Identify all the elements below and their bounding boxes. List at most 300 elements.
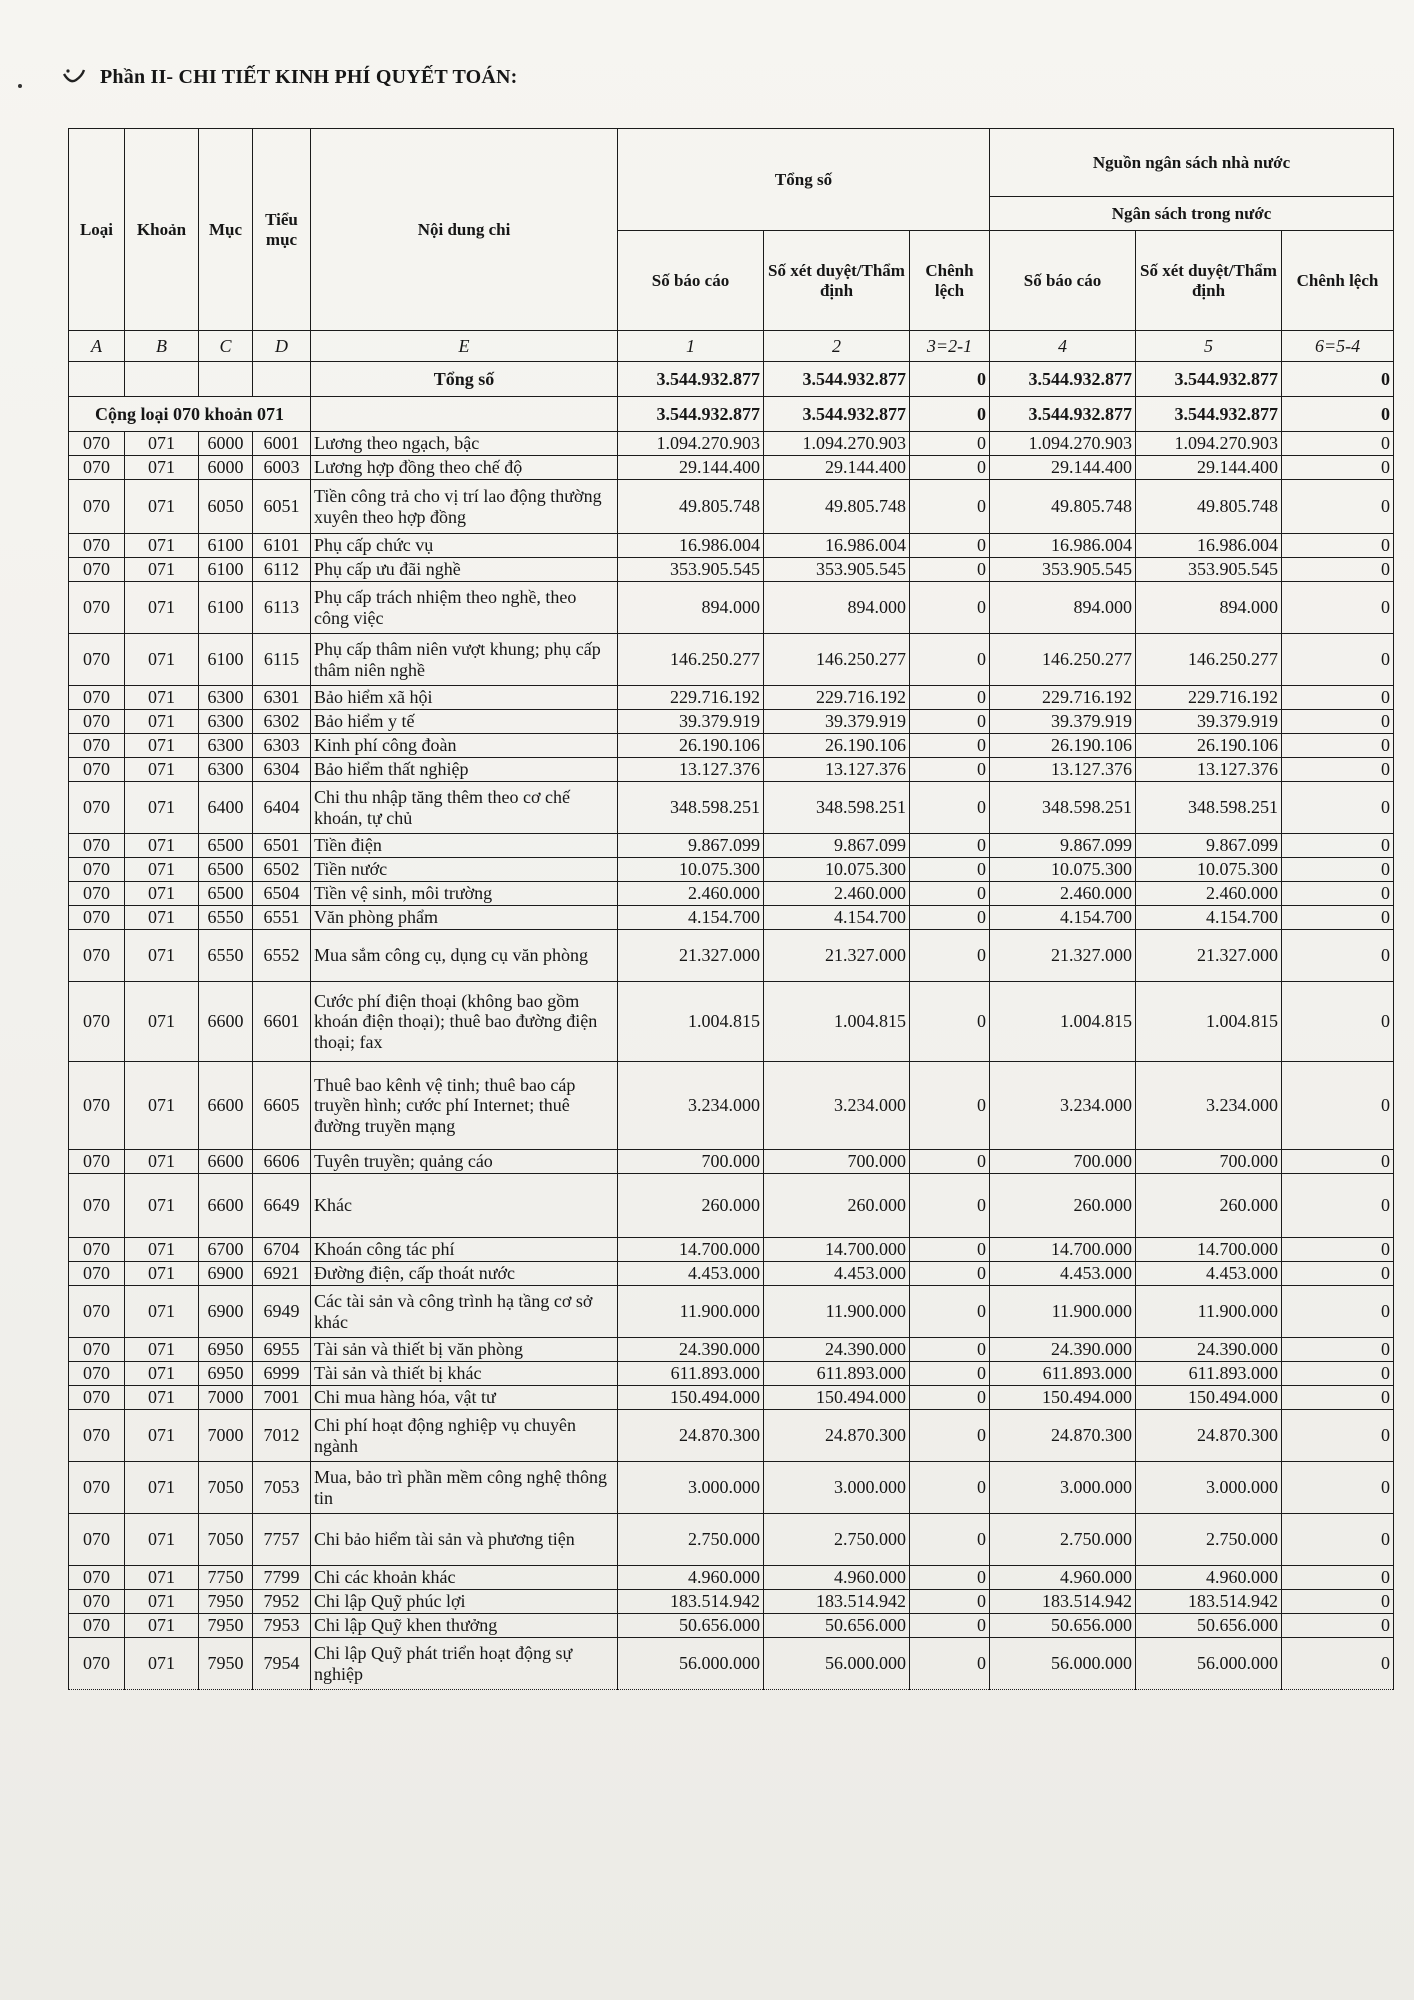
cell-so-bao-cao: 13.127.376 <box>618 758 764 782</box>
cell-so-bao-cao: 3.000.000 <box>990 1462 1136 1514</box>
cell-so-xet-duyet: 894.000 <box>1136 582 1282 634</box>
table-row <box>69 1566 1394 1590</box>
header-tieu-muc: Tiểu mục <box>253 129 311 331</box>
cell-so-bao-cao: 150.494.000 <box>990 1386 1136 1410</box>
table-row <box>69 456 1394 480</box>
cell-so-bao-cao: 39.379.919 <box>990 710 1136 734</box>
cell-chenh-lech: 0 <box>1282 558 1394 582</box>
cell-muc: 7050 <box>199 1514 253 1566</box>
cell-chenh-lech: 0 <box>1282 1410 1394 1462</box>
table-row <box>69 1238 1394 1262</box>
cell-so-xet-duyet: 1.094.270.903 <box>1136 432 1282 456</box>
table-row <box>69 686 1394 710</box>
cell-loai: 070 <box>69 758 125 782</box>
cell-so-bao-cao: 16.986.004 <box>990 534 1136 558</box>
cell-muc: 6550 <box>199 906 253 930</box>
cell-so-xet-duyet: 14.700.000 <box>1136 1238 1282 1262</box>
cell-muc: 6700 <box>199 1238 253 1262</box>
cell-muc: 6500 <box>199 834 253 858</box>
cell-so-bao-cao: 49.805.748 <box>618 480 764 534</box>
cell-loai: 070 <box>69 1566 125 1590</box>
cell-loai: 070 <box>69 686 125 710</box>
column-index: D <box>253 331 311 362</box>
cell-chenh-lech: 0 <box>910 432 990 456</box>
total-value: 3.544.932.877 <box>990 362 1136 397</box>
cell-so-xet-duyet: 13.127.376 <box>764 758 910 782</box>
cell-tieu-muc: 7954 <box>253 1638 311 1690</box>
cell-chenh-lech: 0 <box>1282 534 1394 558</box>
cell-noi-dung: Chi lập Quỹ khen thưởng <box>311 1614 618 1638</box>
speck-mark <box>18 84 22 88</box>
cell-chenh-lech: 0 <box>1282 906 1394 930</box>
cell-loai: 070 <box>69 534 125 558</box>
cell-tieu-muc: 6115 <box>253 634 311 686</box>
subtotal-value: 0 <box>1282 397 1394 432</box>
cell-loai: 070 <box>69 1238 125 1262</box>
cell-chenh-lech: 0 <box>1282 930 1394 982</box>
cell-chenh-lech: 0 <box>1282 634 1394 686</box>
cell-so-xet-duyet: 4.453.000 <box>764 1262 910 1286</box>
cell-khoan: 071 <box>125 710 199 734</box>
cell-muc: 6050 <box>199 480 253 534</box>
cell-tieu-muc: 6605 <box>253 1062 311 1150</box>
cell-loai: 070 <box>69 1410 125 1462</box>
cell-muc: 6100 <box>199 534 253 558</box>
cell-so-bao-cao: 4.960.000 <box>618 1566 764 1590</box>
cell-noi-dung: Đường điện, cấp thoát nước <box>311 1262 618 1286</box>
cell-so-xet-duyet: 56.000.000 <box>764 1638 910 1690</box>
subtotal-value: 3.544.932.877 <box>764 397 910 432</box>
cell-noi-dung: Tài sản và thiết bị văn phòng <box>311 1338 618 1362</box>
cell-khoan: 071 <box>125 1362 199 1386</box>
cell-so-xet-duyet: 50.656.000 <box>764 1614 910 1638</box>
cell-chenh-lech: 0 <box>1282 882 1394 906</box>
table-row <box>69 834 1394 858</box>
cell-so-xet-duyet: 260.000 <box>1136 1174 1282 1238</box>
cell-so-bao-cao: 24.870.300 <box>618 1410 764 1462</box>
cell-khoan: 071 <box>125 1462 199 1514</box>
cell-so-xet-duyet: 21.327.000 <box>1136 930 1282 982</box>
cell-so-xet-duyet: 183.514.942 <box>1136 1590 1282 1614</box>
cell-noi-dung: Tuyên truyền; quảng cáo <box>311 1150 618 1174</box>
cell-so-bao-cao: 4.453.000 <box>990 1262 1136 1286</box>
cell-noi-dung: Cước phí điện thoại (không bao gồm khoán điện thoại); thuê bao đường điện thoại; fax <box>311 982 618 1062</box>
table-row <box>69 906 1394 930</box>
cell-khoan: 071 <box>125 1062 199 1150</box>
cell-tieu-muc: 6302 <box>253 710 311 734</box>
cell-loai: 070 <box>69 480 125 534</box>
cell-loai: 070 <box>69 1462 125 1514</box>
cell-chenh-lech: 0 <box>910 1362 990 1386</box>
cell-muc: 7950 <box>199 1590 253 1614</box>
cell-noi-dung: Chi các khoản khác <box>311 1566 618 1590</box>
cell-khoan: 071 <box>125 558 199 582</box>
cell-so-xet-duyet: 56.000.000 <box>1136 1638 1282 1690</box>
header-nguon-ngan-sach: Nguồn ngân sách nhà nước <box>990 129 1394 197</box>
cell-khoan: 071 <box>125 758 199 782</box>
cell-chenh-lech: 0 <box>1282 734 1394 758</box>
cell-so-xet-duyet: 1.004.815 <box>764 982 910 1062</box>
cell-tieu-muc: 6304 <box>253 758 311 782</box>
cell-noi-dung: Phụ cấp trách nhiệm theo nghề, theo công việc <box>311 582 618 634</box>
cell-chenh-lech: 0 <box>1282 686 1394 710</box>
cell-so-xet-duyet: 183.514.942 <box>764 1590 910 1614</box>
cell-so-bao-cao: 9.867.099 <box>990 834 1136 858</box>
table-row <box>69 1062 1394 1150</box>
cell-chenh-lech: 0 <box>1282 710 1394 734</box>
table-row <box>69 882 1394 906</box>
cell-so-xet-duyet: 14.700.000 <box>764 1238 910 1262</box>
cell-so-bao-cao: 9.867.099 <box>618 834 764 858</box>
cell-loai: 070 <box>69 1386 125 1410</box>
cell-so-xet-duyet: 3.234.000 <box>764 1062 910 1150</box>
total-value: 0 <box>910 362 990 397</box>
cell-muc: 6950 <box>199 1338 253 1362</box>
cell-tieu-muc: 6704 <box>253 1238 311 1262</box>
cell-muc: 6100 <box>199 634 253 686</box>
cell-chenh-lech: 0 <box>910 1462 990 1514</box>
cell-tieu-muc: 7953 <box>253 1614 311 1638</box>
column-index: E <box>311 331 618 362</box>
cell-loai: 070 <box>69 982 125 1062</box>
cell-so-xet-duyet: 24.870.300 <box>1136 1410 1282 1462</box>
cell-so-xet-duyet: 611.893.000 <box>1136 1362 1282 1386</box>
cell-so-bao-cao: 260.000 <box>618 1174 764 1238</box>
cell-noi-dung: Lương theo ngạch, bậc <box>311 432 618 456</box>
cell-tieu-muc: 6551 <box>253 906 311 930</box>
cell-chenh-lech: 0 <box>910 456 990 480</box>
cell-chenh-lech: 0 <box>910 480 990 534</box>
cell-so-xet-duyet: 353.905.545 <box>764 558 910 582</box>
cell-so-bao-cao: 4.453.000 <box>618 1262 764 1286</box>
budget-settlement-table <box>68 128 1394 1690</box>
total-value: 3.544.932.877 <box>1136 362 1282 397</box>
cell-chenh-lech: 0 <box>910 1410 990 1462</box>
cell-noi-dung: Chi bảo hiểm tài sản và phương tiện <box>311 1514 618 1566</box>
cell-loai: 070 <box>69 1614 125 1638</box>
cell-chenh-lech: 0 <box>910 1590 990 1614</box>
header-tong-so: Tổng số <box>618 129 990 231</box>
cell-chenh-lech: 0 <box>910 930 990 982</box>
cell-khoan: 071 <box>125 1410 199 1462</box>
cell-khoan: 071 <box>125 834 199 858</box>
cell-so-xet-duyet: 26.190.106 <box>1136 734 1282 758</box>
cell-chenh-lech: 0 <box>1282 480 1394 534</box>
section-heading: Phần II- CHI TIẾT KINH PHÍ QUYẾT TOÁN: <box>100 66 518 88</box>
cell-loai: 070 <box>69 1362 125 1386</box>
cell-so-bao-cao: 229.716.192 <box>990 686 1136 710</box>
cell-loai: 070 <box>69 558 125 582</box>
table-row <box>69 1410 1394 1462</box>
cell-loai: 070 <box>69 1638 125 1690</box>
cell-loai: 070 <box>69 1262 125 1286</box>
cell-so-xet-duyet: 49.805.748 <box>764 480 910 534</box>
column-index: 4 <box>990 331 1136 362</box>
table-row <box>69 1462 1394 1514</box>
cell-so-xet-duyet: 3.234.000 <box>1136 1062 1282 1150</box>
cell-tieu-muc: 6501 <box>253 834 311 858</box>
cell-tieu-muc: 6552 <box>253 930 311 982</box>
cell-muc: 6300 <box>199 710 253 734</box>
cell-so-bao-cao: 1.004.815 <box>618 982 764 1062</box>
cell-chenh-lech: 0 <box>1282 1462 1394 1514</box>
cell-so-xet-duyet: 39.379.919 <box>1136 710 1282 734</box>
cell-so-xet-duyet: 9.867.099 <box>1136 834 1282 858</box>
cell-so-bao-cao: 353.905.545 <box>618 558 764 582</box>
column-index: C <box>199 331 253 362</box>
cell-chenh-lech: 0 <box>910 634 990 686</box>
cell-so-bao-cao: 24.390.000 <box>618 1338 764 1362</box>
table-row <box>69 782 1394 834</box>
cell-tieu-muc: 6649 <box>253 1174 311 1238</box>
cell-chenh-lech: 0 <box>1282 1614 1394 1638</box>
cell-so-xet-duyet: 50.656.000 <box>1136 1614 1282 1638</box>
cell-chenh-lech: 0 <box>1282 982 1394 1062</box>
cell-so-bao-cao: 700.000 <box>618 1150 764 1174</box>
cell-chenh-lech: 0 <box>1282 1638 1394 1690</box>
cell-muc: 6100 <box>199 582 253 634</box>
cell-tieu-muc: 7053 <box>253 1462 311 1514</box>
cell-noi-dung: Khoán công tác phí <box>311 1238 618 1262</box>
cell-khoan: 071 <box>125 782 199 834</box>
cell-so-xet-duyet: 229.716.192 <box>764 686 910 710</box>
cell-khoan: 071 <box>125 1514 199 1566</box>
cell-so-bao-cao: 11.900.000 <box>990 1286 1136 1338</box>
column-index: B <box>125 331 199 362</box>
cell-so-xet-duyet: 16.986.004 <box>1136 534 1282 558</box>
cell-so-bao-cao: 4.154.700 <box>618 906 764 930</box>
cell-chenh-lech: 0 <box>1282 782 1394 834</box>
subtotal-row <box>69 397 1394 432</box>
cell-muc: 7000 <box>199 1386 253 1410</box>
cell-chenh-lech: 0 <box>1282 1062 1394 1150</box>
cell-so-bao-cao: 611.893.000 <box>618 1362 764 1386</box>
cell-so-bao-cao: 56.000.000 <box>990 1638 1136 1690</box>
table-row <box>69 1338 1394 1362</box>
cell-khoan: 071 <box>125 480 199 534</box>
cell-so-xet-duyet: 2.460.000 <box>1136 882 1282 906</box>
cell-khoan: 071 <box>125 1386 199 1410</box>
cell-noi-dung: Chi lập Quỹ phúc lợi <box>311 1590 618 1614</box>
cell-so-bao-cao: 353.905.545 <box>990 558 1136 582</box>
cell-muc: 6300 <box>199 734 253 758</box>
cell-noi-dung: Mua, bảo trì phần mềm công nghệ thông tin <box>311 1462 618 1514</box>
cell-noi-dung: Phụ cấp ưu đãi nghề <box>311 558 618 582</box>
cell-so-bao-cao: 26.190.106 <box>990 734 1136 758</box>
subtotal-value: 3.544.932.877 <box>990 397 1136 432</box>
table-row <box>69 558 1394 582</box>
cell-noi-dung: Bảo hiểm thất nghiệp <box>311 758 618 782</box>
cell-chenh-lech: 0 <box>910 1386 990 1410</box>
cell-tieu-muc: 6051 <box>253 480 311 534</box>
cell-muc: 7050 <box>199 1462 253 1514</box>
header-chenh-lech: Chênh lệch <box>910 231 990 331</box>
cell-so-bao-cao: 13.127.376 <box>990 758 1136 782</box>
cell-chenh-lech: 0 <box>1282 1362 1394 1386</box>
cell-loai: 070 <box>69 1062 125 1150</box>
cell-so-bao-cao: 21.327.000 <box>990 930 1136 982</box>
cell-so-xet-duyet: 24.870.300 <box>764 1410 910 1462</box>
total-value: 0 <box>1282 362 1394 397</box>
cell-so-xet-duyet: 348.598.251 <box>764 782 910 834</box>
cell-muc: 6600 <box>199 1062 253 1150</box>
table-row <box>69 432 1394 456</box>
subtotal-value: 3.544.932.877 <box>618 397 764 432</box>
table-row <box>69 1174 1394 1238</box>
cell-muc: 6900 <box>199 1286 253 1338</box>
cell-tieu-muc: 7799 <box>253 1566 311 1590</box>
cell-so-xet-duyet: 700.000 <box>764 1150 910 1174</box>
cell-muc: 7000 <box>199 1410 253 1462</box>
table-row <box>69 534 1394 558</box>
cell-so-xet-duyet: 353.905.545 <box>1136 558 1282 582</box>
cell-so-bao-cao: 348.598.251 <box>990 782 1136 834</box>
cell-loai: 070 <box>69 882 125 906</box>
cell-muc: 6300 <box>199 686 253 710</box>
cell-khoan: 071 <box>125 1286 199 1338</box>
cell-muc: 6900 <box>199 1262 253 1286</box>
cell-so-xet-duyet: 21.327.000 <box>764 930 910 982</box>
cell-noi-dung: Tiền vệ sinh, môi trường <box>311 882 618 906</box>
cell-khoan: 071 <box>125 1638 199 1690</box>
cell-khoan: 071 <box>125 882 199 906</box>
cell-so-xet-duyet: 39.379.919 <box>764 710 910 734</box>
cell-so-xet-duyet: 24.390.000 <box>764 1338 910 1362</box>
cell-so-xet-duyet: 348.598.251 <box>1136 782 1282 834</box>
cell-loai: 070 <box>69 1590 125 1614</box>
cell-noi-dung: Chi mua hàng hóa, vật tư <box>311 1386 618 1410</box>
cell-so-xet-duyet: 10.075.300 <box>1136 858 1282 882</box>
cell-so-bao-cao: 49.805.748 <box>990 480 1136 534</box>
cell-so-bao-cao: 2.750.000 <box>990 1514 1136 1566</box>
total-label: Tổng số <box>311 362 618 397</box>
table-row <box>69 858 1394 882</box>
cell-so-xet-duyet: 4.154.700 <box>764 906 910 930</box>
cell-so-bao-cao: 611.893.000 <box>990 1362 1136 1386</box>
cell-noi-dung: Kinh phí công đoàn <box>311 734 618 758</box>
cell-so-bao-cao: 14.700.000 <box>990 1238 1136 1262</box>
cell-chenh-lech: 0 <box>910 1614 990 1638</box>
cell-so-xet-duyet: 29.144.400 <box>764 456 910 480</box>
column-index: A <box>69 331 125 362</box>
cell-chenh-lech: 0 <box>1282 1386 1394 1410</box>
cell-chenh-lech: 0 <box>1282 858 1394 882</box>
cell-so-bao-cao: 10.075.300 <box>990 858 1136 882</box>
table-row <box>69 734 1394 758</box>
cell-noi-dung: Các tài sản và công trình hạ tầng cơ sở khác <box>311 1286 618 1338</box>
cell-loai: 070 <box>69 634 125 686</box>
cell-so-xet-duyet: 11.900.000 <box>1136 1286 1282 1338</box>
cell-so-bao-cao: 56.000.000 <box>618 1638 764 1690</box>
cell-so-xet-duyet: 146.250.277 <box>1136 634 1282 686</box>
cell-so-bao-cao: 3.000.000 <box>618 1462 764 1514</box>
cell-loai: 070 <box>69 906 125 930</box>
cell-so-bao-cao: 21.327.000 <box>618 930 764 982</box>
cell-tieu-muc: 6999 <box>253 1362 311 1386</box>
cell-so-bao-cao: 183.514.942 <box>990 1590 1136 1614</box>
cell-loai: 070 <box>69 710 125 734</box>
cell-so-bao-cao: 3.234.000 <box>618 1062 764 1150</box>
cell-tieu-muc: 6301 <box>253 686 311 710</box>
cell-tieu-muc: 7001 <box>253 1386 311 1410</box>
cell-tieu-muc: 6003 <box>253 456 311 480</box>
cell-noi-dung: Phụ cấp chức vụ <box>311 534 618 558</box>
cell-muc: 7950 <box>199 1614 253 1638</box>
column-index-row <box>69 331 1394 362</box>
header-khoan: Khoản <box>125 129 199 331</box>
cell-khoan: 071 <box>125 456 199 480</box>
cell-so-bao-cao: 16.986.004 <box>618 534 764 558</box>
cell-chenh-lech: 0 <box>910 982 990 1062</box>
cell-so-bao-cao: 183.514.942 <box>618 1590 764 1614</box>
cell-so-bao-cao: 1.094.270.903 <box>618 432 764 456</box>
cell-muc: 6500 <box>199 858 253 882</box>
cell-loai: 070 <box>69 734 125 758</box>
header-ngan-sach-trong-nuoc: Ngân sách trong nước <box>990 197 1394 231</box>
cell-so-bao-cao: 260.000 <box>990 1174 1136 1238</box>
cell-so-bao-cao: 1.094.270.903 <box>990 432 1136 456</box>
cell-loai: 070 <box>69 1174 125 1238</box>
cell-so-bao-cao: 894.000 <box>990 582 1136 634</box>
cell-chenh-lech: 0 <box>910 1174 990 1238</box>
cell-so-bao-cao: 2.750.000 <box>618 1514 764 1566</box>
cell-chenh-lech: 0 <box>1282 456 1394 480</box>
header-so-xet-duyet: Số xét duyệt/Thẩm định <box>1136 231 1282 331</box>
cell-muc: 6000 <box>199 456 253 480</box>
table-row <box>69 1262 1394 1286</box>
cell-so-xet-duyet: 4.453.000 <box>1136 1262 1282 1286</box>
cell-khoan: 071 <box>125 1150 199 1174</box>
cell-so-xet-duyet: 13.127.376 <box>1136 758 1282 782</box>
column-index: 5 <box>1136 331 1282 362</box>
cell-so-bao-cao: 50.656.000 <box>990 1614 1136 1638</box>
cell-chenh-lech: 0 <box>1282 1174 1394 1238</box>
cell-muc: 6600 <box>199 1150 253 1174</box>
cell-chenh-lech: 0 <box>1282 1238 1394 1262</box>
cell-chenh-lech: 0 <box>910 1338 990 1362</box>
cell-loai: 070 <box>69 834 125 858</box>
cell-chenh-lech: 0 <box>910 1262 990 1286</box>
cell-chenh-lech: 0 <box>910 710 990 734</box>
cell-chenh-lech: 0 <box>910 686 990 710</box>
cell-tieu-muc: 7012 <box>253 1410 311 1462</box>
cell-tieu-muc: 6303 <box>253 734 311 758</box>
cell-chenh-lech: 0 <box>910 582 990 634</box>
cell-so-xet-duyet: 9.867.099 <box>764 834 910 858</box>
cell-so-bao-cao: 29.144.400 <box>990 456 1136 480</box>
cell-chenh-lech: 0 <box>910 758 990 782</box>
column-index: 1 <box>618 331 764 362</box>
cell-muc: 6300 <box>199 758 253 782</box>
cell-loai: 070 <box>69 1338 125 1362</box>
table-row <box>69 930 1394 982</box>
cell-so-bao-cao: 39.379.919 <box>618 710 764 734</box>
total-value: 3.544.932.877 <box>618 362 764 397</box>
table-row <box>69 480 1394 534</box>
cell-chenh-lech: 0 <box>1282 758 1394 782</box>
cell-chenh-lech: 0 <box>910 1514 990 1566</box>
cell-so-xet-duyet: 11.900.000 <box>764 1286 910 1338</box>
cell-muc: 6600 <box>199 982 253 1062</box>
cell-khoan: 071 <box>125 634 199 686</box>
table-row <box>69 1150 1394 1174</box>
cell-so-xet-duyet: 3.000.000 <box>1136 1462 1282 1514</box>
cell-khoan: 071 <box>125 534 199 558</box>
cell-so-bao-cao: 1.004.815 <box>990 982 1136 1062</box>
cell-khoan: 071 <box>125 930 199 982</box>
table-row <box>69 582 1394 634</box>
cell-tieu-muc: 6921 <box>253 1262 311 1286</box>
